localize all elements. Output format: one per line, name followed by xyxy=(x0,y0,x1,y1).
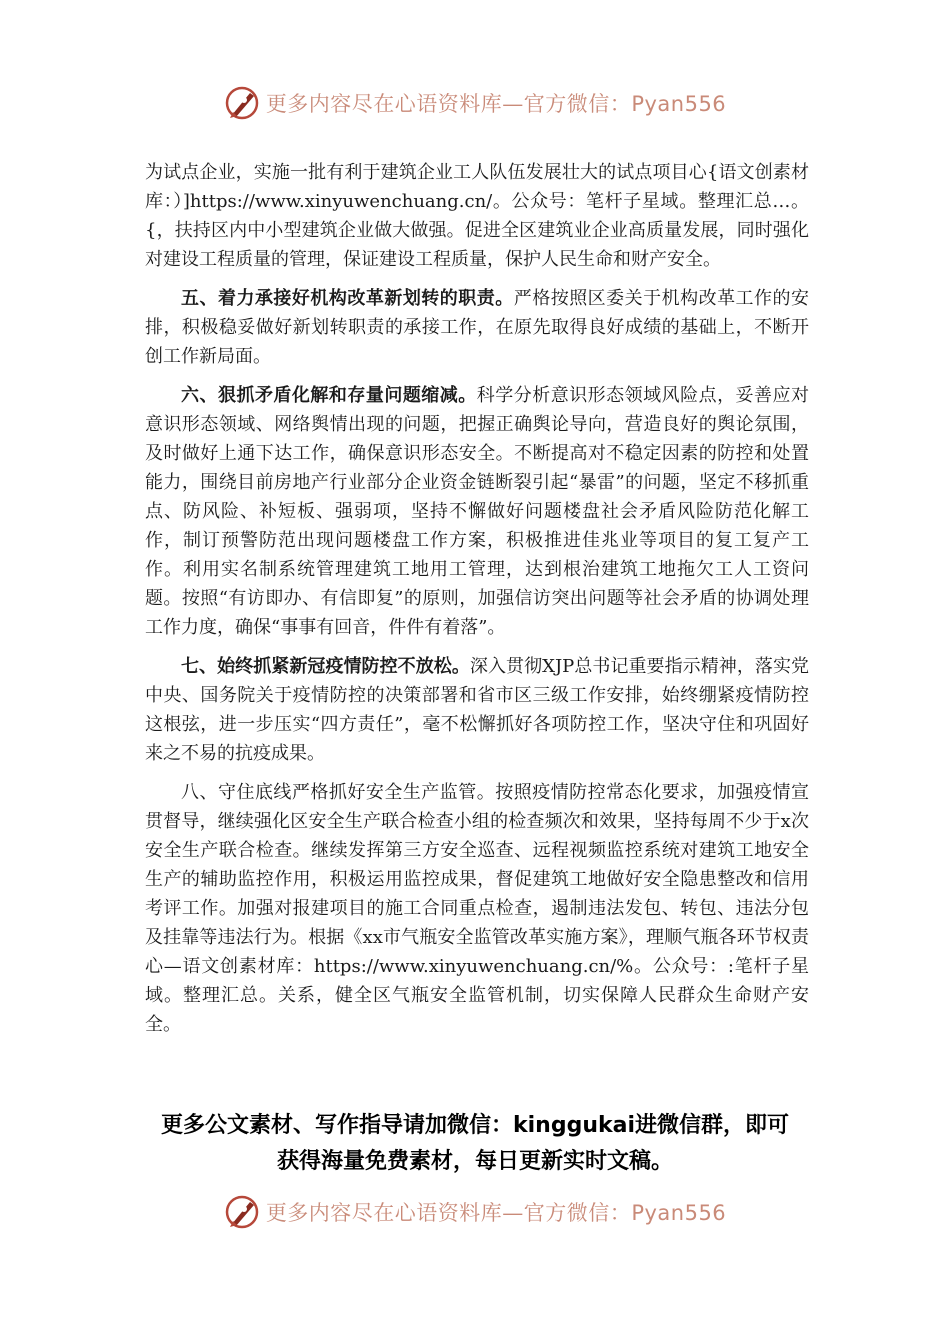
section-heading-7: 七、始终抓紧新冠疫情防控不放松。 xyxy=(181,656,470,677)
cta-line-1: 更多公文素材、写作指导请加微信：kinggukai进微信群，即可 xyxy=(160,1113,789,1138)
pen-circle-icon xyxy=(224,1194,260,1230)
document-body xyxy=(145,158,809,1049)
section-heading-5: 五、着力承接好机构改革新划转的职责。 xyxy=(181,288,514,309)
call-to-action xyxy=(100,1108,850,1180)
paragraph-6: 六、狠抓矛盾化解和存量问题缩减。科学分析意识形态领域风险点，妥善应对意识形态领域、网络舆情出现的问题，把握正确舆论导向，营造良好的舆论氛围，及时做好上通下达工作，确保意识形态安全。不断提高对不稳定因素的防控和处置能力，围绕目前房地产行业部分企业资金链断裂引起“暴雷”的问题，坚定不移抓重点、防风险、补短板、强弱项，坚持不懈做好问题楼盘社会矛盾风险防范化解工作，制订预警防范出现问题楼盘工作方案，积极推进佳兆业等项目的复工复产工作。利用实名制系统管理建筑工地用工管理，达到根治建筑工地拖欠工人工资问题。按照“有访即办、有信即复”的原则，加强信访突出问题等社会矛盾的协调处理工作力度，确保“事事有回音，件件有着落”。 xyxy=(145,385,810,638)
paragraph-5: 五、着力承接好机构改革新划转的职责。严格按照区委关于机构改革工作的安排，积极稳妥做好新划转职责的承接工作，在原先取得良好成绩的基础上，不断开创工作新局面。 xyxy=(145,288,810,367)
banner-text: 更多内容尽在心语资料库—官方微信：Pyan556 xyxy=(265,92,727,116)
pen-circle-icon xyxy=(224,85,260,121)
top-banner xyxy=(0,83,950,123)
bottom-banner xyxy=(0,1192,950,1232)
paragraph-8: 八、守住底线严格抓好安全生产监管。按照疫情防控常态化要求，加强疫情宣贯督导，继续强化区安全生产联合检查小组的检查频次和效果，坚持每周不少于x次安全生产联合检查。继续发挥第三方安全巡查、远程视频监控系统对建筑工地安全生产的辅助监控作用，积极运用监控成果，督促建筑工地做好安全隐患整改和信用考评工作。加强对报建项目的施工合同重点检查，遏制违法发包、转包、违法分包及挂靠等违法行为。根据《xx市气瓶安全监管改革实施方案》，理顺气瓶各环节权责心—语文创素材库：https://www.xinyuwenchuang.cn/%。公众号：:笔杆子星域。整理汇总。关系，健全区气瓶安全监管机制，切实保障人民群众生命财产安全。 xyxy=(145,782,809,1035)
paragraph-1: 为试点企业，实施一批有利于建筑企业工人队伍发展壮大的试点项目心{语文创素材库：）]https://www.xinyuwenchuang.cn/。公众号：笔杆子星域。整理汇总…。{，扶持区内中小型建筑企业做大做强。促进全区建筑业企业高质量发展，同时强化对建设工程质量的管理，保证建设工程质量，保护人民生命和财产安全。 xyxy=(145,162,809,270)
cta-line-2: 获得海量免费素材，每日更新实时文稿。 xyxy=(276,1149,673,1174)
banner-text: 更多内容尽在心语资料库—官方微信：Pyan556 xyxy=(265,1201,727,1225)
paragraph-7: 七、始终抓紧新冠疫情防控不放松。深入贯彻XJP总书记重要指示精神，落实党中央、国务院关于疫情防控的决策部署和省市区三级工作安排，始终绷紧疫情防控这根弦，进一步压实“四方责任”，毫不松懈抓好各项防控工作，坚决守住和巩固好来之不易的抗疫成果。 xyxy=(145,656,810,764)
section-heading-6: 六、狠抓矛盾化解和存量问题缩减。 xyxy=(181,385,477,406)
